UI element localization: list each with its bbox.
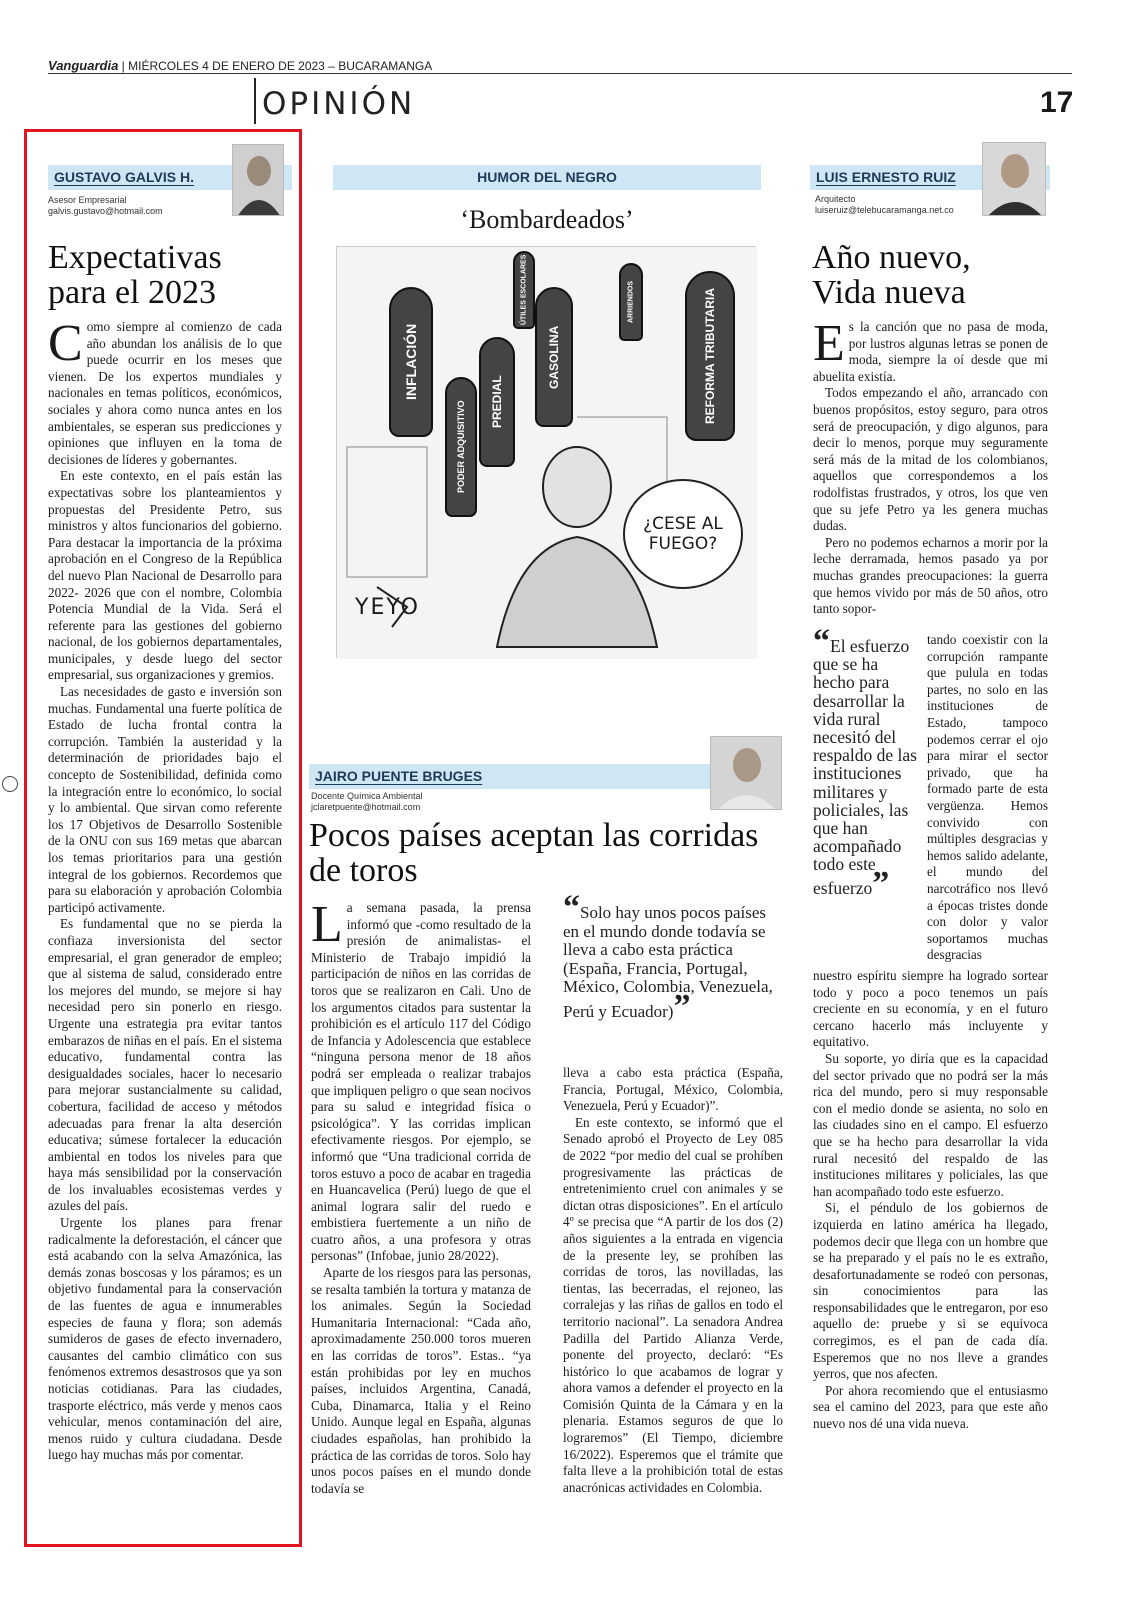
bomb-utiles-escolares: ÚTILES ESCOLARES [513,251,535,329]
paragraph: a semana pasada, la prensa informó que -como resultado de la presión de animalistas- el Ministerio de Trabajo impidió la participación de niños en las corridas de toros que se realizaron en Cali. Uno de los argumentos citados para sustentar la prohibición es el artículo 117 del Código de Infancia y Adolescencia que establece “ninguna persona menor de 18 años podrá ser empleada o realizar trabajos que impliquen peligro o que sean nocivos para su salud e integridad física o psicológica”. Y las corridas implican efectivamente riesgos. Por ejemplo, se informó que “Una tradicional corrida de toros estuvo a poco de acabar en tragedia en Huancavelica (Perú) luego de que el animal lograra salir del ruedo e embistiera fuertemente a un niño de cuatro años, a una profesora y otras personas” (Infobae, junio 28/2022). [311,900,531,1264]
speech-bubble: ¿CESE AL FUEGO? [623,479,743,589]
author-email: jclaretpuente@hotmail.com [311,802,421,812]
headline-line-1: Pocos países aceptan las corridas [309,817,759,854]
cartoonist-signature: YEYO [355,595,420,620]
registration-mark-icon [2,776,18,792]
paragraph: omo siempre al comienzo de cada año abundan los análisis de lo que puede ocurrir en los meses que vienen. De los expertos mundiales y nacionales en temas políticos, económicos, sociales y ahora como nunca antes en los ambientales, se esperan sus predicciones y opiniones que influyen en la toma de decisiones de líderes y gobernantes. [48,319,282,467]
headline-line-1: Año nuevo, [812,239,971,276]
dateline: MIÉRCOLES 4 DE ENERO DE 2023 – BUCARAMANGA [128,59,433,73]
paragraph: Es fundamental que no se pierda la confiaza inversionista del sector empresarial, el gran generador de empleo; que al sistema de salud, considerado entre los mejores del mundo, se mejore si hay necesidad pero sin ponerlo en riesgo. Urgente una estrategia pra evitar tantos embarazos de niñas en el país. En el sistema educativo, fundamental contra las desigualdades sociales, hacer lo necesario para mejorar sustancialmente su calidad, cobertura, facilidad de acceso y métodos adecuadas para frenar la alta deserción educativa; súmese fortalecer la educación ambiental en todos los niveles para que haya más sensibilidad por la conservación de los invaluables ecosistemas verdes y azules del país. [48,916,282,1214]
cartoon-image [336,246,756,658]
author-role: Asesor Empresarial [48,195,127,205]
author-photo [710,736,782,810]
article-body-left [311,900,531,1545]
author-photo [232,144,284,216]
author-info [815,194,954,216]
paragraph: Por ahora recomiendo que el entusiasmo sea el camino del 2023, para que este año nuevo nos dé una vida nueva. [813,1382,1048,1432]
open-quote-icon: “ [813,623,830,660]
paragraph: s la canción que no pasa de moda, por lustros algunas letras se ponen de moda, siempre la oí desde que mi abuelita existía. [813,319,1048,384]
author-name: JAIRO PUENTE BRUGES [315,768,483,784]
paragraph: Aparte de los riesgos para las personas, se resalta también la tortura y matanza de los animales. Según la Sociedad Humanitaria Internacional: “Cada año, aproximadamente 250.000 toros mueren en las corridas de toros”. Estas.. “ya están prohibidas por ley en muchos países, incluidos Argentina, Canadá, Cuba, Dinamarca, Italia y el Reino Unido. Aunque legal en España, algunas ciudades españolas, han prohibido la práctica de las corridas de toros. Solo hay unos pocos países en el mundo donde todavía se [311,1265,531,1496]
close-quote-icon: ” [673,987,691,1025]
article-body-right [563,1065,783,1545]
paragraph: Todos empezando el año, arrancado con buenos propósitos, estoy seguro, para otros será de preocupación, y digo algunos, para decir lo menos, porque muy seguramente será más de la mitad de los colombianos, aquellos que correspondemos a los rodolfistas frustrados, y otros, los que ven que su jefe Petro ya les genera muchas dudas. [813,385,1048,534]
author-role: Arquitecto [815,194,856,204]
article-headline [812,240,1052,310]
headline-line-2: Vida nueva [812,274,966,311]
article-headline [48,240,292,310]
paragraph: lleva a cabo esta práctica (España, Francia, Portugal, México, Colombia, Venezuela, Perú y Ecuador)”. [563,1065,783,1114]
bomb-inflacion: INFLACIÓN [389,287,433,437]
author-role: Docente Química Ambiental [311,791,423,801]
section-title: OPINIÓN [262,86,416,122]
paragraph: tando coexistir con la corrupción rampante que pulula en todas partes, no solo en las instituciones de Estado, tampoco podemos cerrar el ojo para mirar el sector privado, que ha formado parte de esta vergüenza. Hemos convivido con múltiples desgracias y hemos salido adelante, el mundo del narcotráfico nos llevó a épocas tristes donde con dolor y valor soportamos muchas desgracias [927,632,1048,963]
close-quote-icon: ” [872,864,890,902]
paragraph: nuestro espíritu siempre ha logrado sortear todo y poco a poco tenemos un país creciente en su economía, y en el futuro cercano hacerlo más incluyente y equitativo. [813,968,1048,1050]
author-email: luiseruiz@telebucaramanga.net.co [815,205,954,215]
paragraph: En este contexto, en el país están las expectativas sobre los planteamientos y propuestas del Presidente Petro, sus ministros y altos funcionarios del gobierno. Para destacar la importancia de la próxima aprobación en el Congreso de la República del nuevo Plan Nacional de Desarrollo para 2022- 2026 que con el nombre, Colombia Potencia Mundial de la Vida. Será el referente para las gestiones del gobierno nacional, de los gobiernos departamentales, municipales, y desde luego del sector empresarial, sus organizaciones y gremios. [48,468,282,683]
article-body-bottom [813,968,1048,1468]
cartoon-bar-label: HUMOR DEL NEGRO [477,169,617,185]
masthead: Vanguardia | MIÉRCOLES 4 DE ENERO DE 2023 – BUCARAMANGA [48,58,433,73]
article-headline [309,818,779,888]
cartoon-title: ‘Bombardeados’ [460,205,634,234]
bomb-predial: PREDIAL [479,337,515,467]
author-info [48,195,163,217]
headline-line-1: Expectativas [48,239,222,276]
page-number: 17 [1040,86,1074,119]
bomb-poder-adquisitivo: PODER ADQUISITIVO [445,377,477,517]
pull-quote [563,889,781,1025]
top-rule [48,73,1072,74]
article-body [48,319,282,1499]
author-info [311,791,423,813]
author-name: GUSTAVO GALVIS H. [54,169,195,185]
pull-quote-text: Solo hay unos pocos países en el mundo donde todavía se lleva a cabo esta práctica (España, Francia, Portugal, México, Colombia, Venezuela, Perú y Ecuador) [563,903,773,1021]
paragraph: En este contexto, se informó que el Senado aprobó el Proyecto de Ley 085 de 2022 “por medio del cual se prohíben progresivamente las prácticas de entretenimiento cruel con animales y se dictan otras disposiciones”. En el artículo 4º se precisa que “A partir de los dos (2) años siguientes a la entrada en vigencia de la presente ley, se prohíben las corridas de toros, las novilladas, las tientas, las becerradas, el rejoneo, las corralejas y las riñas de gallos en todo el territorio nacional”. La senadora Andrea Padilla del Partido Alianza Verde, ponente del proyecto, declaró: “Es histórico lo que acabamos de lograr y ahora vamos a defender el proyecto en la Comisión Quinta de la Cámara y en la plenaria. Estamos seguros de que lo lograremos” (El Tiempo, diciembre 16/2022). Esperemos que el trámite que falta lleve a la prohibición total de estas anacrónicas actividades en Colombia. [563,1114,783,1495]
author-email: galvis.gustavo@hotmail.com [48,206,163,216]
drop-cap: L [311,900,343,953]
drop-cap: E [813,319,845,372]
pull-quote-text: El esfuerzo que se ha hecho para desarrollar la vida rural necesitó del respaldo de las instituciones militares y policiales, las que han acompañado todo este esfuerzo [813,636,917,898]
bomb-reforma-tributaria: REFORMA TRIBUTARIA [685,271,735,441]
open-quote-icon: “ [563,889,580,926]
paragraph: Urgente los planes para frenar radicalmente la deforestación, el cáncer que está acabando con la selva Amazónica, las demás zonas boscosas y los páramos; es un objetivo fundamental para la conservación de las fuentes de agua e innumerables especies de fauna y flora; son además sumideros de gases de efecto invernadero, causantes del cambio climático con sus fenómenos extremos desastrosos que ya son noticias cotidianas. Para las ciudades, trasporte eléctrico, más verde y menos caos vehicular, menos contaminación del aire, menos ruido y cultura ciudadana. Desde luego hay muchas más por comentar. [48,1215,282,1463]
headline-line-2: para el 2023 [48,274,217,311]
section-divider [254,78,256,124]
cartoon-bar [333,165,761,190]
paragraph: Si, el péndulo de los gobiernos de izquierda en latino américa ha llegado, podemos decir que llega con un hombre que se ha preparado y el país no le es extraño, desafortunadamente se rodeó con personas, sin conocimientos para las responsabilidades que le entregaron, por eso aquello de: pruebe y si se equivoca corregimos, es el pan de cada día. Esperemos que no nos lleve a grandes yerros, que nos afecten. [813,1200,1048,1382]
paragraph: Su soporte, yo diría que es la capacidad del sector privado que no podrá ser la más rica del mundo, pero si muy responsable con el medio donde se asienta, no solo en las ciudades sino en el campo. El esfuerzo que se ha hecho para desarrollar la vida rural necesitó del respaldo de las instituciones militares y policiales, las que han acompañado todo este esfuerzo. [813,1050,1048,1199]
pull-quote [813,623,917,902]
paragraph: Pero no podemos echarnos a morir por la leche derramada, hemos pasado ya por muchas grandes preocupaciones: la guerra que hemos vivido por más de 50 años, otro tanto sopor- [813,534,1048,617]
brand-logo: Vanguardia [48,58,119,73]
author-bar [309,764,765,789]
article-body-wrap [927,632,1048,968]
bomb-arriendos: ARRIENDOS [619,263,643,341]
bomb-gasolina: GASOLINA [535,287,573,427]
author-photo [982,142,1046,216]
paragraph: Las necesidades de gasto e inversión son muchas. Fundamental una fuerte política de Estado de lucha frontal contra la corrupción. También la austeridad y la determinación de prioridades bajo el concepto de Sostenibilidad, definida como la integración entre lo económico, lo social y lo ambiental. Que sirvan como referente los 17 Objetivos de Desarrollo Sostenible de la ONU con sus 169 metas que abarcan los temas prioritarios para una gestión integral de los gobiernos. Recordemos que para su elaboración y aprobación Colombia participó activamente. [48,684,282,915]
article-body-top [813,319,1048,631]
author-name: LUIS ERNESTO RUIZ [816,169,956,185]
drop-cap: C [48,319,83,372]
headline-line-2: de toros [309,852,418,889]
